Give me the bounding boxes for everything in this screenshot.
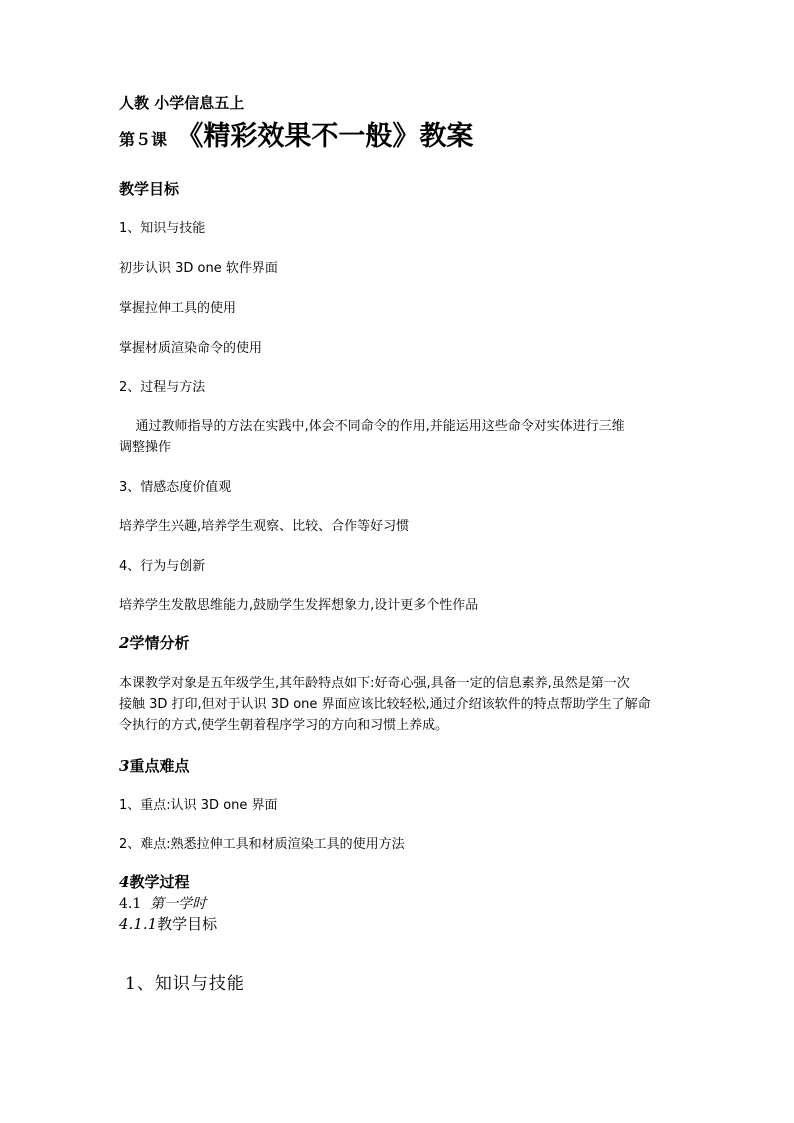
subsection-4-1-1-label: 教学目标 bbox=[157, 915, 218, 933]
objective-3-text: 培养学生兴趣,培养学生观察、比较、合作等好习惯 bbox=[119, 519, 410, 534]
process-objective-1-title: 1、知识与技能 bbox=[125, 974, 245, 994]
objective-4-text: 培养学生发散思维能力,鼓励学生发挥想象力,设计更多个性作品 bbox=[119, 598, 479, 613]
subsection-4-1-label: 第一学时 bbox=[150, 896, 207, 912]
process-subsection-4-1-1 bbox=[119, 915, 217, 933]
objective-2-text-line-2: 调整操作 bbox=[119, 440, 172, 455]
document-title bbox=[119, 121, 473, 153]
objective-1-item-1: 初步认识 3D one 软件界面 bbox=[119, 261, 278, 276]
lesson-number: 第５课 bbox=[119, 130, 168, 149]
process-subsection-4-1 bbox=[119, 896, 206, 913]
key-point-2: 2、难点:熟悉拉伸工具和材质渲染工具的使用方法 bbox=[119, 837, 405, 852]
process-heading-text: 教学过程 bbox=[129, 873, 190, 891]
objective-1-item-3: 掌握材质渲染命令的使用 bbox=[119, 341, 263, 356]
document-subtitle: 人教 小学信息五上 bbox=[119, 94, 245, 112]
subsection-4-1-number: 4.1 bbox=[119, 896, 142, 912]
process-heading bbox=[119, 873, 189, 891]
objective-4-title: 4、行为与创新 bbox=[119, 559, 206, 574]
analysis-heading-text: 学情分析 bbox=[129, 634, 190, 652]
analysis-line-3: 令执行的方式,使学生朝着程序学习的方向和习惯上养成。 bbox=[119, 718, 449, 733]
key-point-1: 1、重点:认识 3D one 界面 bbox=[119, 798, 278, 813]
analysis-heading bbox=[119, 634, 189, 652]
subsection-4-1-1-number: 4.1.1 bbox=[119, 915, 158, 933]
analysis-line-2: 接触 3D 打印,但对于认识 3D one 界面应该比较轻松,通过介绍该软件的特点帮助学生了解命 bbox=[119, 697, 651, 712]
objective-2-text-line-1: 通过教师指导的方法在实践中,体会不同命令的作用,并能运用这些命令对实体进行三维 bbox=[119, 419, 625, 434]
process-number: 4 bbox=[119, 873, 130, 891]
analysis-number: 2 bbox=[119, 634, 130, 652]
objective-1-item-2: 掌握拉伸工具的使用 bbox=[119, 301, 237, 316]
objective-1-title: 1、知识与技能 bbox=[119, 221, 206, 236]
key-points-heading bbox=[119, 757, 189, 775]
objectives-heading: 教学目标 bbox=[119, 180, 180, 198]
lesson-title: 《精彩效果不一般》教案 bbox=[176, 121, 474, 152]
analysis-line-1: 本课教学对象是五年级学生,其年龄特点如下:好奇心强,具备一定的信息素养,虽然是第一次 bbox=[119, 676, 630, 691]
objective-2-title: 2、过程与方法 bbox=[119, 380, 206, 395]
key-points-number: 3 bbox=[119, 757, 130, 775]
objective-3-title: 3、情感态度价值观 bbox=[119, 480, 232, 495]
key-points-heading-text: 重点难点 bbox=[129, 757, 190, 775]
